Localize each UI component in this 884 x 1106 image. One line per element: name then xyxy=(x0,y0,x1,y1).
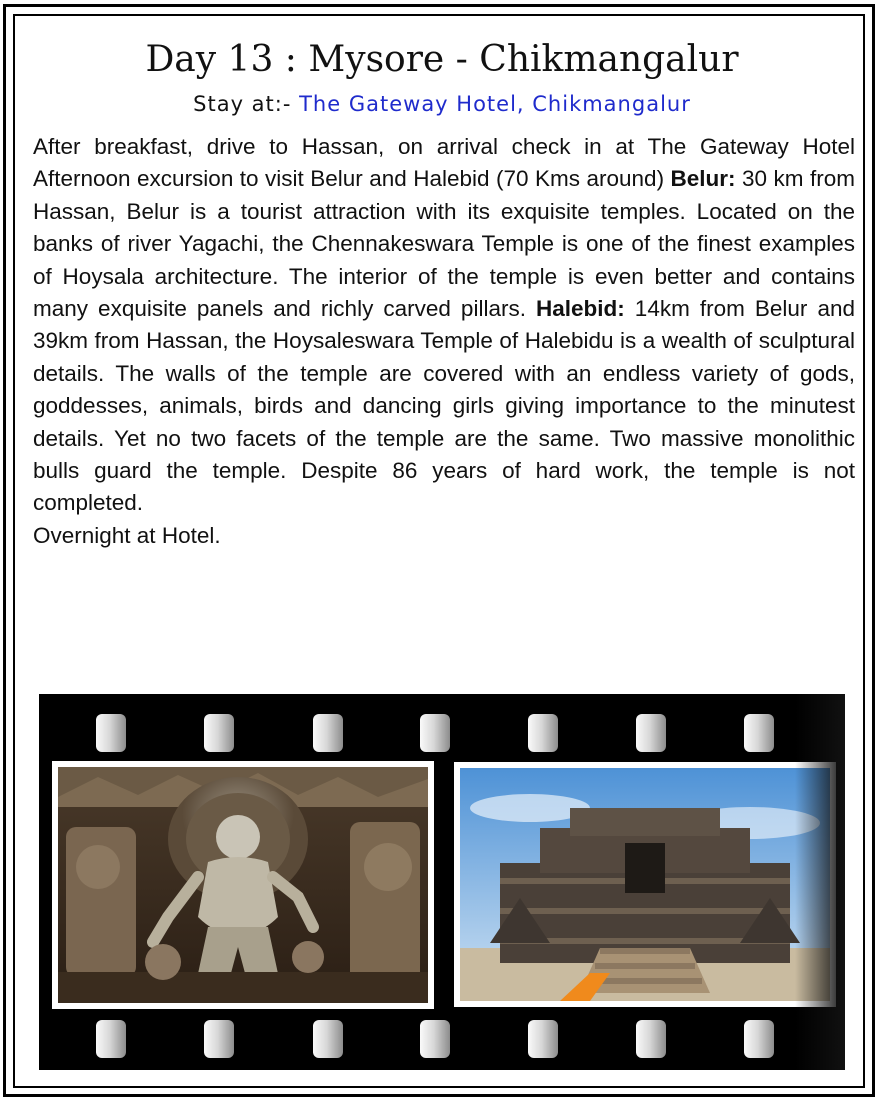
carved-sculpture-photo xyxy=(58,767,428,1003)
halebid-text: 14km from Belur and 39km from Hassan, the Hoysaleswara Temple of Halebidu is a wealth of sculptural details. The walls of the temple are covered with an endless variety of gods, goddesses, animals, birds and dancing girls giving importance to the minutest details. Yet no two facets of the temple are the same. Two massive monolithic bulls guard the temple. Despite 86 years of hard work, the temple is not completed. xyxy=(33,296,856,516)
page-title: Day 13 : Mysore - Chikmangalur xyxy=(145,39,739,80)
sprocket-hole xyxy=(744,1020,774,1058)
sprocket-hole xyxy=(96,1020,126,1058)
sprocket-hole xyxy=(636,714,666,752)
sprocket-hole xyxy=(313,714,343,752)
carved-sculpture-image xyxy=(58,767,428,1003)
sprocket-hole xyxy=(744,714,774,752)
temple-image xyxy=(460,768,830,1001)
itinerary-paragraph xyxy=(33,131,855,520)
sprocket-hole xyxy=(204,714,234,752)
sprocket-hole xyxy=(420,714,450,752)
sprocket-hole xyxy=(420,1020,450,1058)
sprocket-hole xyxy=(636,1020,666,1058)
temple-exterior-photo xyxy=(460,768,830,1001)
sprocket-hole xyxy=(528,714,558,752)
sprocket-hole xyxy=(204,1020,234,1058)
hotel-name: The Gateway Hotel, Chikmangalur xyxy=(299,92,691,116)
sprocket-hole xyxy=(528,1020,558,1058)
stay-label: Stay at:- xyxy=(193,92,300,116)
belur-label: Belur: xyxy=(670,166,736,192)
itinerary-description xyxy=(33,131,855,552)
sprocket-hole xyxy=(313,1020,343,1058)
halebid-label: Halebid: xyxy=(536,296,625,322)
photo-filmstrip xyxy=(39,694,845,1070)
intro-text: After breakfast, drive to Hassan, on arrival check in at The Gateway Hotel Afternoon excursion to visit Belur and Halebid (70 Kms around) xyxy=(33,134,855,192)
belur-text: 30 km from Hassan, Belur is a tourist attraction with its exquisite temples. Located on the banks of river Yagachi, the Chennakeswara Temple is one of the finest examples of Hoysala architecture. The interior of the temple is even better and contains many exquisite panels and richly carved pillars. xyxy=(33,166,855,322)
stay-line xyxy=(0,89,884,119)
sprocket-hole xyxy=(96,714,126,752)
photo-frame-right xyxy=(454,762,836,1007)
filmstrip-fade xyxy=(795,694,845,1070)
photo-frame-left xyxy=(52,761,434,1009)
overnight-text: Overnight at Hotel. xyxy=(33,522,221,548)
